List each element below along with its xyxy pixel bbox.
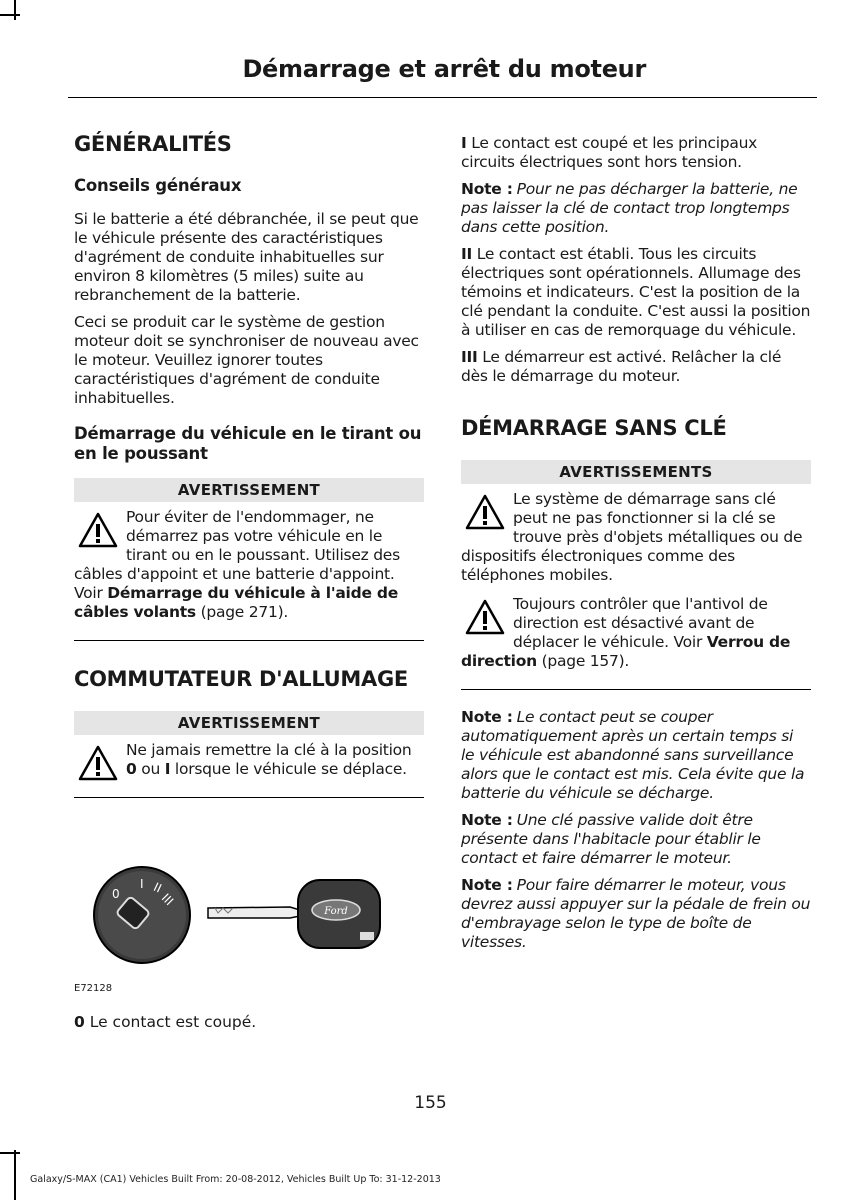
warning-triangle-icon: [78, 743, 118, 783]
position-III-label: III: [461, 348, 478, 366]
warning-triangle-icon: [465, 597, 505, 637]
heading-commutateur: COMMUTATEUR D'ALLUMAGE: [74, 667, 408, 691]
note-label: Note :: [461, 180, 513, 198]
warning-box: [74, 741, 424, 798]
warning-text: Pour éviter de l'endommager, ne démarrez pas votre véhicule en le tirant ou en le poussant. Utilisez des câbles d'appoint et une batterie d'appoint. Voir: [74, 508, 400, 602]
position-II-text: Le contact est établi. Tous les circuits électriques sont opérationnels. Allumage des témoins et indicateurs. C'est la position de la clé pendant la conduite. C'est aussi la position à utiliser en cas de remorquage du véhicule.: [461, 245, 811, 339]
warning-box: [461, 490, 811, 690]
page-ref: (page 271).: [195, 603, 289, 621]
heading-demarrage-sans-cle: DÉMARRAGE SANS CLÉ: [461, 416, 727, 440]
note: [461, 876, 811, 952]
note-label: Note :: [461, 811, 513, 829]
warning-header: AVERTISSEMENT: [74, 478, 424, 502]
left-column: [74, 128, 424, 808]
warning-header: AVERTISSEMENTS: [461, 460, 811, 484]
note-text: Le contact peut se couper automatiquement après un certain temps si le véhicule est abandonné sans surveillance alors que le contact est mis. Cela évite que la batterie du véhicule se décharge.: [461, 708, 805, 802]
link-verrou-direction[interactable]: Verrou de direction: [461, 633, 791, 670]
position-I: I: [164, 760, 171, 778]
heading-generalites: GÉNÉRALITÉS: [74, 132, 232, 156]
paragraph-sync: Ceci se produit car le système de gestion moteur doit se synchroniser de nouveau avec le moteur. Veuillez ignorer toutes caractéristiques d'agrément de conduite inhabituelles.: [74, 313, 419, 407]
warning-box: [74, 508, 424, 641]
key: [208, 880, 380, 948]
note-text: Pour ne pas décharger la batterie, ne pas laisser la clé de contact trop longtemps dans cette position.: [461, 180, 798, 236]
warning-triangle-icon: [78, 510, 118, 550]
note-text: Une clé passive valide doit être présente dans l'habitacle pour établir le contact et faire démarrer le moteur.: [461, 811, 761, 867]
note-text: Pour faire démarrer le moteur, vous devrez aussi appuyer sur la pédale de frein ou d'embrayage selon le type de boîte de vitesses.: [461, 876, 811, 951]
warning-text: Ne jamais remettre la clé à la position: [126, 741, 412, 759]
warning-item: [461, 490, 811, 585]
page-number: 155: [414, 1093, 447, 1113]
warning-text: Toujours contrôler que l'antivol de direction est désactivé avant de déplacer le véhicule. Voir: [513, 595, 768, 651]
position-III-text: Le démarreur est activé. Relâcher la clé dès le démarrage du moteur.: [461, 348, 782, 385]
paragraph-battery: Si le batterie a été débranchée, il se peut que le véhicule présente des caractéristiques d'agrément de conduite inhabituelles sur environ 8 kilomètres (5 miles) suite au rebranchement de la batterie.: [74, 210, 419, 304]
position-I-text: Le contact est coupé et les principaux circuits électriques sont hors tension.: [461, 134, 758, 171]
warning-triangle-icon: [465, 492, 505, 532]
heading-conseils: Conseils généraux: [74, 176, 242, 195]
crop-mark: [0, 14, 20, 16]
heading-demarrage-tirant: Démarrage du véhicule en le tirant ou en le poussant: [74, 424, 422, 463]
position-0-label: 0: [74, 1013, 85, 1031]
switch-position-III: III: [158, 890, 177, 909]
note: [461, 811, 811, 868]
warning-header: AVERTISSEMENT: [74, 711, 424, 735]
crop-mark: [14, 0, 16, 20]
position-II-label: II: [461, 245, 473, 263]
header-rule: [68, 97, 817, 98]
page-ref: (page 157).: [536, 652, 630, 670]
right-column: [461, 134, 811, 960]
position-I-description: [461, 134, 811, 172]
note: [461, 180, 811, 237]
position-0-text: Le contact est coupé.: [84, 1013, 257, 1031]
crop-mark: [14, 1150, 16, 1200]
switch-position-II: II: [151, 879, 164, 896]
warning-text: ou: [136, 760, 165, 778]
position-II-description: [461, 245, 811, 340]
warning-item: [74, 741, 424, 779]
footer-text: Galaxy/S-MAX (CA1) Vehicles Built From: 20-08-2012, Vehicles Built Up To: 31-12-2013: [30, 1174, 441, 1185]
warning-text: Le système de démarrage sans clé peut ne pas fonctionner si la clé se trouve près d'objets métalliques ou de dispositifs électroniques comme des téléphones mobiles.: [461, 490, 803, 584]
note: [461, 708, 811, 803]
warning-item: [74, 508, 424, 622]
figure-code: E72128: [74, 983, 113, 994]
ford-logo: Ford: [324, 906, 348, 917]
position-0: 0: [126, 760, 137, 778]
warning-text: lorsque le véhicule se déplace.: [170, 760, 407, 778]
crop-mark: [0, 1152, 20, 1154]
page-title: Démarrage et arrêt du moteur: [242, 55, 646, 83]
warning-item: [461, 595, 811, 671]
position-III-description: [461, 348, 811, 386]
switch-position-I: I: [140, 877, 144, 891]
position-I-label: I: [461, 134, 467, 152]
link-demarrage-cables[interactable]: Démarrage du véhicule à l'aide de câbles volants: [74, 584, 398, 621]
note-label: Note :: [461, 876, 513, 894]
ignition-switch: [94, 867, 190, 963]
note-label: Note :: [461, 708, 513, 726]
ignition-key-illustration: [90, 860, 390, 970]
switch-position-0: 0: [112, 887, 120, 901]
position-0-description: [74, 1013, 256, 1031]
